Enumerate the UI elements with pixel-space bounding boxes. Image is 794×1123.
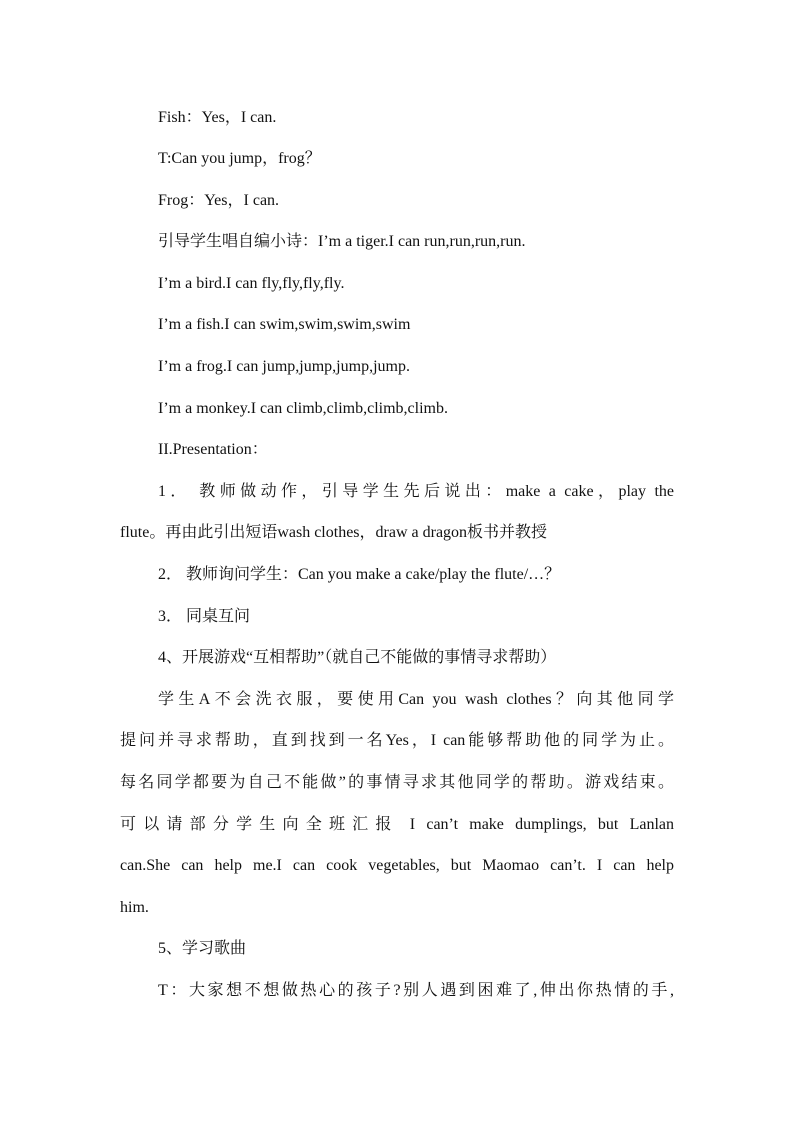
text-line: 4、开展游戏“互相帮助”（就自己不能做的事情寻求帮助） bbox=[158, 649, 557, 666]
text-line: I’m a monkey.I can climb,climb,climb,climb. bbox=[158, 400, 448, 417]
text-line: T：大家想不想做热心的孩子?别人遇到困难了,伸出你热情的手, bbox=[158, 982, 674, 999]
text-line: I’m a bird.I can fly,fly,fly,fly. bbox=[158, 275, 345, 292]
text-line: flute。再由此引出短语wash clothes，draw a dragon板书并教授 bbox=[120, 524, 548, 541]
text-line: T:Can you jump，frog？ bbox=[158, 150, 321, 167]
text-line: 学生A不会洗衣服，要使用Can you wash clothes？向其他同学 bbox=[158, 691, 674, 708]
text-line: 5、学习歌曲 bbox=[158, 940, 247, 957]
text-line: 提问并寻求帮助，直到找到一名Yes，I can能够帮助他的同学为止。 bbox=[120, 732, 674, 749]
text-line: 引导学生唱自编小诗：I’m a tiger.I can run,run,run,run. bbox=[158, 233, 526, 250]
text-line: Fish：Yes，I can. bbox=[158, 109, 277, 126]
text-line: Frog：Yes，I can. bbox=[158, 192, 280, 209]
text-line: 1． 教师做动作，引导学生先后说出：make a cake，play the bbox=[158, 483, 674, 500]
text-line: him. bbox=[120, 899, 149, 916]
text-line: 2． 教师询问学生：Can you make a cake/play the flute/…？ bbox=[158, 566, 561, 583]
text-line: 3． 同桌互问 bbox=[158, 608, 251, 625]
section-heading: II.Presentation： bbox=[158, 441, 268, 458]
text-line: I’m a fish.I can swim,swim,swim,swim bbox=[158, 316, 411, 333]
text-line: can.She can help me.I can cook vegetables, but Maomao can’t. I can help bbox=[120, 857, 674, 874]
text-line: 每名同学都要为自己不能做”的事情寻求其他同学的帮助。游戏结束。 bbox=[120, 774, 674, 791]
text-line: I’m a frog.I can jump,jump,jump,jump. bbox=[158, 358, 410, 375]
text-line: 可以请部分学生向全班汇报 I can’t make dumplings, but Lanlan bbox=[120, 816, 674, 833]
